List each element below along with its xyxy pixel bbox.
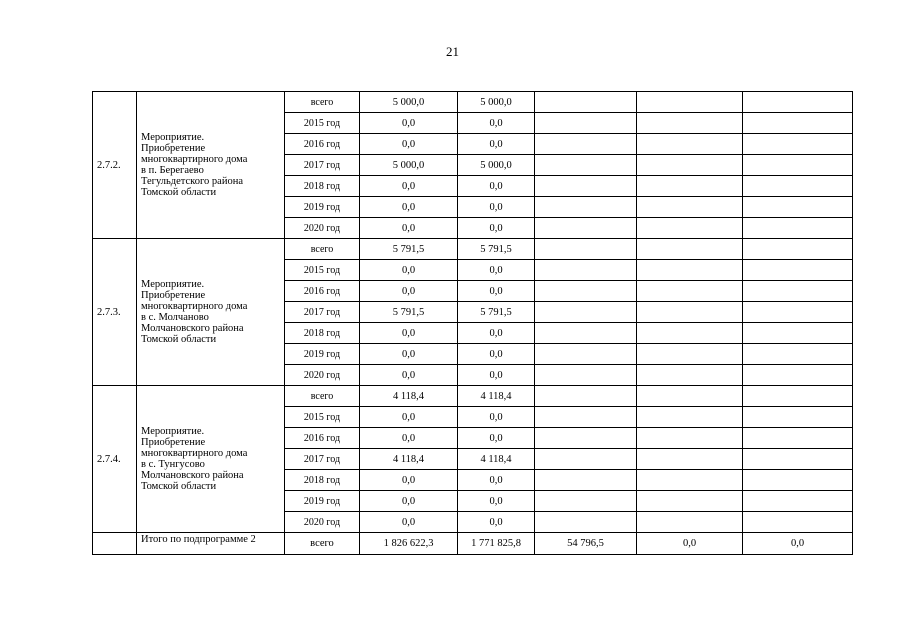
description-line: многоквартирного дома: [141, 301, 248, 312]
empty-cell: [535, 407, 637, 428]
period-cell: 2019 год: [285, 491, 360, 512]
period-cell: всего: [285, 239, 360, 260]
description-line: Томской области: [141, 481, 217, 492]
funding-amount-cell: 4 118,4: [458, 449, 535, 470]
empty-cell: [743, 428, 853, 449]
funding-amount-cell: 0,0: [458, 512, 535, 533]
empty-cell: [535, 512, 637, 533]
total-amount-cell: 0,0: [360, 470, 458, 491]
total-amount-cell: 0,0: [360, 512, 458, 533]
empty-cell: [637, 470, 743, 491]
period-cell: 2018 год: [285, 176, 360, 197]
empty-cell: [743, 92, 853, 113]
period-cell: 2019 год: [285, 197, 360, 218]
empty-cell: [637, 218, 743, 239]
period-cell: 2015 год: [285, 407, 360, 428]
empty-cell: [637, 197, 743, 218]
empty-cell: [535, 176, 637, 197]
empty-cell: [743, 218, 853, 239]
period-cell: 2015 год: [285, 113, 360, 134]
empty-cell: [535, 365, 637, 386]
budget-table: [92, 91, 853, 555]
empty-cell: [743, 470, 853, 491]
empty-cell: [743, 323, 853, 344]
activity-code: 2.7.2.: [93, 92, 137, 239]
empty-cell: [743, 113, 853, 134]
empty-cell: [637, 449, 743, 470]
total-value-cell: 0,0: [637, 533, 743, 555]
description-line: многоквартирного дома: [141, 448, 248, 459]
empty-cell: [535, 386, 637, 407]
total-amount-cell: 0,0: [360, 491, 458, 512]
total-amount-cell: 0,0: [360, 113, 458, 134]
empty-cell: [743, 302, 853, 323]
period-cell: 2016 год: [285, 134, 360, 155]
period-cell: 2020 год: [285, 218, 360, 239]
activity-description: [137, 386, 285, 533]
period-cell: 2017 год: [285, 449, 360, 470]
empty-cell: [637, 134, 743, 155]
empty-cell: [535, 470, 637, 491]
empty-cell: [637, 365, 743, 386]
total-row: [93, 533, 853, 555]
period-cell: 2020 год: [285, 365, 360, 386]
empty-cell: [743, 407, 853, 428]
empty-cell: [637, 512, 743, 533]
funding-amount-cell: 0,0: [458, 470, 535, 491]
empty-cell: [743, 449, 853, 470]
total-amount-cell: 5 000,0: [360, 92, 458, 113]
empty-cell: [743, 512, 853, 533]
empty-cell: [637, 92, 743, 113]
funding-amount-cell: 0,0: [458, 428, 535, 449]
empty-cell: [535, 155, 637, 176]
funding-amount-cell: 0,0: [458, 134, 535, 155]
empty-cell: [535, 302, 637, 323]
funding-amount-cell: 0,0: [458, 260, 535, 281]
empty-cell: [93, 533, 137, 555]
page-number: 21: [446, 44, 459, 59]
description-line: в п. Берегаево: [141, 165, 204, 176]
empty-cell: [637, 113, 743, 134]
empty-cell: [637, 344, 743, 365]
empty-cell: [743, 260, 853, 281]
total-amount-cell: 0,0: [360, 176, 458, 197]
total-value-cell: 1 826 622,3: [360, 533, 458, 555]
total-amount-cell: 0,0: [360, 281, 458, 302]
empty-cell: [637, 323, 743, 344]
description-line: Приобретение: [141, 290, 206, 301]
table-row: [93, 386, 853, 407]
empty-cell: [743, 491, 853, 512]
total-amount-cell: 0,0: [360, 260, 458, 281]
empty-cell: [535, 281, 637, 302]
description-line: в с. Тунгусово: [141, 459, 205, 470]
description-line: Молчановского района: [141, 470, 244, 481]
empty-cell: [535, 218, 637, 239]
activity-code: 2.7.3.: [93, 239, 137, 386]
total-amount-cell: 4 118,4: [360, 386, 458, 407]
period-cell: 2017 год: [285, 155, 360, 176]
empty-cell: [535, 344, 637, 365]
period-cell: 2020 год: [285, 512, 360, 533]
description-line: Мероприятие.: [141, 279, 205, 290]
total-amount-cell: 0,0: [360, 323, 458, 344]
funding-amount-cell: 0,0: [458, 344, 535, 365]
empty-cell: [535, 491, 637, 512]
funding-amount-cell: 0,0: [458, 323, 535, 344]
total-amount-cell: 0,0: [360, 134, 458, 155]
empty-cell: [743, 281, 853, 302]
funding-amount-cell: 0,0: [458, 218, 535, 239]
empty-cell: [535, 449, 637, 470]
period-cell: 2017 год: [285, 302, 360, 323]
total-label: Итого по подпрограмме 2: [137, 533, 285, 555]
empty-cell: [535, 197, 637, 218]
period-cell: всего: [285, 92, 360, 113]
description-line: Мероприятие.: [141, 426, 205, 437]
description-line: Томской области: [141, 187, 217, 198]
empty-cell: [535, 92, 637, 113]
empty-cell: [535, 428, 637, 449]
period-cell: 2018 год: [285, 323, 360, 344]
period-cell: 2019 год: [285, 344, 360, 365]
empty-cell: [637, 491, 743, 512]
empty-cell: [637, 155, 743, 176]
empty-cell: [743, 239, 853, 260]
period-cell: 2018 год: [285, 470, 360, 491]
funding-amount-cell: 0,0: [458, 197, 535, 218]
total-amount-cell: 0,0: [360, 428, 458, 449]
funding-amount-cell: 5 791,5: [458, 239, 535, 260]
empty-cell: [743, 386, 853, 407]
description-line: Приобретение: [141, 143, 206, 154]
table-row: [93, 92, 853, 113]
empty-cell: [637, 239, 743, 260]
total-amount-cell: 0,0: [360, 365, 458, 386]
total-value-cell: 1 771 825,8: [458, 533, 535, 555]
description-line: в с. Молчаново: [141, 312, 209, 323]
description-line: многоквартирного дома: [141, 154, 248, 165]
empty-cell: [637, 407, 743, 428]
total-amount-cell: 0,0: [360, 407, 458, 428]
empty-cell: [743, 365, 853, 386]
description-line: Томской области: [141, 334, 217, 345]
table-row: [93, 239, 853, 260]
description-line: Приобретение: [141, 437, 206, 448]
funding-amount-cell: 0,0: [458, 281, 535, 302]
empty-cell: [637, 260, 743, 281]
period-cell: всего: [285, 533, 360, 555]
activity-code: 2.7.4.: [93, 386, 137, 533]
empty-cell: [535, 239, 637, 260]
description-line: Мероприятие.: [141, 132, 205, 143]
empty-cell: [743, 344, 853, 365]
total-amount-cell: 5 791,5: [360, 239, 458, 260]
empty-cell: [743, 134, 853, 155]
funding-amount-cell: 0,0: [458, 407, 535, 428]
empty-cell: [743, 176, 853, 197]
funding-amount-cell: 0,0: [458, 491, 535, 512]
funding-amount-cell: 5 791,5: [458, 302, 535, 323]
funding-amount-cell: 5 000,0: [458, 92, 535, 113]
total-amount-cell: 5 791,5: [360, 302, 458, 323]
total-amount-cell: 0,0: [360, 197, 458, 218]
funding-amount-cell: 4 118,4: [458, 386, 535, 407]
funding-amount-cell: 0,0: [458, 176, 535, 197]
total-amount-cell: 4 118,4: [360, 449, 458, 470]
period-cell: 2016 год: [285, 428, 360, 449]
empty-cell: [535, 113, 637, 134]
funding-amount-cell: 0,0: [458, 113, 535, 134]
activity-description: [137, 239, 285, 386]
activity-description: [137, 92, 285, 239]
funding-amount-cell: 0,0: [458, 365, 535, 386]
total-value-cell: 0,0: [743, 533, 853, 555]
description-line: Тегульдетского района: [141, 176, 243, 187]
empty-cell: [637, 302, 743, 323]
empty-cell: [535, 323, 637, 344]
period-cell: всего: [285, 386, 360, 407]
total-amount-cell: 0,0: [360, 218, 458, 239]
funding-amount-cell: 5 000,0: [458, 155, 535, 176]
description-line: Молчановского района: [141, 323, 244, 334]
empty-cell: [535, 134, 637, 155]
period-cell: 2016 год: [285, 281, 360, 302]
total-amount-cell: 0,0: [360, 344, 458, 365]
period-cell: 2015 год: [285, 260, 360, 281]
empty-cell: [637, 386, 743, 407]
empty-cell: [535, 260, 637, 281]
empty-cell: [637, 176, 743, 197]
empty-cell: [743, 155, 853, 176]
total-value-cell: 54 796,5: [535, 533, 637, 555]
empty-cell: [637, 428, 743, 449]
total-amount-cell: 5 000,0: [360, 155, 458, 176]
empty-cell: [743, 197, 853, 218]
empty-cell: [637, 281, 743, 302]
